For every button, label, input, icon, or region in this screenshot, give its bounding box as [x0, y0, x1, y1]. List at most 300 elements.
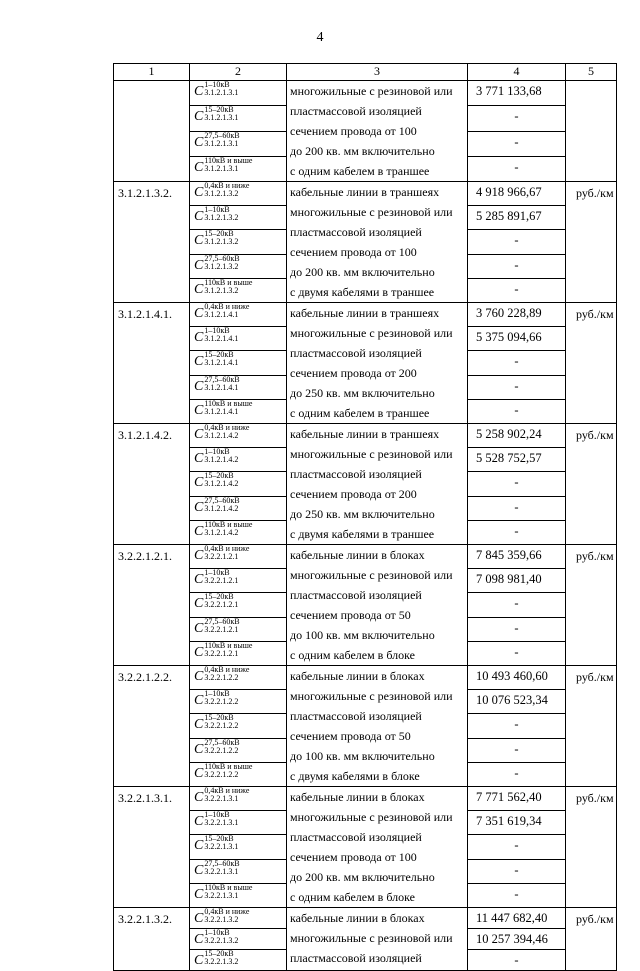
item-number: 3.1.2.1.3.2. [114, 182, 190, 303]
rate-value: - [468, 351, 566, 375]
description-line: сечением провода от 50 [290, 729, 411, 743]
voltage-class: 27,5–60кВ [204, 858, 240, 868]
rate-indices [204, 811, 238, 827]
description-line: до 200 кв. мм включительно [290, 144, 435, 158]
rate-symbol: C [194, 159, 204, 175]
rate-code [190, 106, 287, 131]
rate-value: - [468, 156, 566, 181]
voltage-class: 27,5–60кВ [204, 253, 240, 263]
description-line: многожильные с резиновой или [290, 810, 453, 824]
rate-value: - [468, 883, 566, 907]
voltage-class: 0,4кВ и ниже [204, 423, 250, 432]
rate-index: 3.2.2.1.2.1 [204, 552, 239, 561]
rate-symbol: C [194, 953, 204, 968]
voltage-class: 0,4кВ и ниже [204, 544, 250, 553]
rate-index: 3.2.2.1.3.1 [204, 866, 239, 876]
description-line: сечением провода от 100 [290, 245, 417, 259]
voltage-class: 1–10кВ [204, 80, 230, 89]
header-cell: 2 [190, 64, 287, 81]
rate-indices [204, 255, 239, 271]
rate-indices [204, 787, 249, 803]
item-number: 3.2.2.1.2.1. [114, 545, 190, 666]
voltage-class: 110кВ и выше [204, 640, 253, 650]
rate-indices [204, 860, 239, 876]
table-row [114, 787, 617, 811]
rate-indices [204, 835, 238, 851]
rate-symbol: C [194, 669, 204, 684]
rate-code [190, 156, 287, 181]
rate-indices [204, 351, 238, 367]
description-line: до 100 кв. мм включительно [290, 628, 435, 642]
voltage-class: 1–10кВ [204, 447, 230, 457]
description-line: пластмассовой изоляцией [290, 709, 422, 723]
rate-indices [204, 448, 238, 464]
rate-symbol: C [194, 185, 204, 200]
rate-symbol: C [194, 330, 204, 346]
unit [566, 81, 617, 182]
unit: руб./км [566, 182, 617, 303]
rate-index: 3.2.2.1.2.2 [204, 721, 239, 731]
rate-symbol: C [194, 306, 204, 321]
rate-value: - [468, 738, 566, 762]
voltage-class: 15–20кВ [204, 471, 234, 481]
rate-index: 3.1.2.1.3.2 [204, 213, 239, 223]
rate-indices [204, 279, 252, 295]
rate-value: 5 258 902,24 [468, 424, 566, 448]
rate-value: 7 845 359,66 [468, 545, 566, 569]
voltage-class: 27,5–60кВ [204, 737, 240, 747]
voltage-class: 110кВ и выше [204, 277, 253, 287]
header-cell: 1 [114, 64, 190, 81]
rate-code [190, 617, 287, 641]
rate-code [190, 545, 287, 569]
rate-value: 5 375 094,66 [468, 327, 566, 351]
table-row [114, 81, 617, 106]
voltage-class: 0,4кВ и ниже [204, 665, 250, 674]
rate-index: 3.2.2.1.3.2 [204, 957, 239, 966]
rate-symbol: C [194, 862, 204, 878]
rate-symbol: C [194, 572, 204, 588]
rate-code [190, 929, 287, 950]
rate-value: - [468, 762, 566, 786]
description-line: до 200 кв. мм включительно [290, 870, 435, 884]
description [287, 545, 468, 666]
item-number [114, 81, 190, 182]
rate-code [190, 206, 287, 230]
description-line: до 200 кв. мм включительно [290, 265, 435, 279]
rate-value: - [468, 106, 566, 131]
rate-code [190, 666, 287, 690]
table-body [114, 81, 617, 971]
description [287, 182, 468, 303]
rate-indices [204, 593, 238, 609]
rate-index: 3.1.2.1.4.1 [204, 358, 239, 368]
voltage-class: 15–20кВ [204, 713, 234, 723]
voltage-class: 27,5–60кВ [204, 130, 240, 140]
rate-indices [204, 182, 249, 198]
rate-indices [204, 132, 239, 148]
description-line: кабельные линии в блоках [290, 790, 425, 804]
rate-code [190, 738, 287, 762]
rate-symbol: C [194, 932, 204, 947]
description-line: сечением провода от 100 [290, 850, 417, 864]
rate-symbol: C [194, 134, 204, 150]
rate-code [190, 883, 287, 907]
rate-indices [204, 303, 249, 319]
voltage-class: 15–20кВ [204, 105, 234, 115]
rate-value: 5 285 891,67 [468, 206, 566, 230]
page-number: 4 [316, 30, 324, 45]
voltage-class: 27,5–60кВ [204, 374, 240, 384]
rate-value: 7 098 981,40 [468, 569, 566, 593]
rate-code [190, 811, 287, 835]
rate-symbol: C [194, 451, 204, 467]
table-header-row [114, 64, 617, 81]
rate-indices [204, 157, 252, 173]
table-row [114, 182, 617, 206]
rate-value: - [468, 520, 566, 544]
rate-index: 3.2.2.1.2.1 [204, 624, 239, 634]
rate-code [190, 399, 287, 423]
rate-code [190, 641, 287, 665]
rate-indices [204, 400, 252, 416]
rate-value: - [468, 472, 566, 496]
rate-code [190, 230, 287, 254]
rate-indices [204, 908, 249, 924]
rate-index: 3.1.2.1.3.2 [204, 285, 239, 295]
rate-symbol: C [194, 693, 204, 709]
rate-code [190, 424, 287, 448]
rate-index: 3.2.2.1.2.2 [204, 697, 239, 707]
header-cell: 4 [468, 64, 566, 81]
rate-value: 3 760 228,89 [468, 303, 566, 327]
rate-code [190, 787, 287, 811]
rate-value: - [468, 714, 566, 738]
description-line: пластмассовой изоляцией [290, 104, 422, 118]
rate-index: 3.1.2.1.4.1 [204, 310, 239, 319]
rate-index: 3.1.2.1.4.2 [204, 503, 239, 513]
description-line: многожильные с резиновой или [290, 326, 453, 340]
rate-value: 10 493 460,60 [468, 666, 566, 690]
description-line: пластмассовой изоляцией [290, 225, 422, 239]
rate-code [190, 908, 287, 929]
rate-indices [204, 929, 238, 945]
rate-indices [204, 521, 252, 537]
rate-code [190, 496, 287, 520]
rate-index: 3.1.2.1.4.2 [204, 455, 239, 465]
description-line: многожильные с резиновой или [290, 205, 453, 219]
rate-indices [204, 642, 252, 658]
rate-value: - [468, 593, 566, 617]
description [287, 787, 468, 908]
description-line: до 250 кв. мм включительно [290, 507, 435, 521]
rate-code [190, 520, 287, 544]
description-line: пластмассовой изоляцией [290, 346, 422, 360]
voltage-class: 1–10кВ [204, 689, 230, 699]
rate-index: 3.1.2.1.3.1 [204, 113, 239, 123]
rate-value: 4 918 966,67 [468, 182, 566, 206]
rate-index: 3.1.2.1.3.1 [204, 138, 239, 148]
description-line: с одним кабелем в блоке [290, 890, 415, 904]
description-line: с двумя кабелями в траншее [290, 285, 435, 299]
description-line: с двумя кабелями в блоке [290, 769, 420, 783]
rate-indices [204, 472, 238, 488]
unit: руб./км [566, 424, 617, 545]
voltage-class: 110кВ и выше [204, 519, 253, 529]
description-line: сечением провода от 100 [290, 124, 417, 138]
rate-index: 3.2.2.1.2.1 [204, 648, 239, 658]
rate-code [190, 278, 287, 302]
rate-code [190, 569, 287, 593]
rate-value: - [468, 496, 566, 520]
item-number: 3.1.2.1.4.1. [114, 303, 190, 424]
rate-index: 3.1.2.1.3.2 [204, 261, 239, 271]
item-number: 3.2.2.1.3.1. [114, 787, 190, 908]
rate-value: 7 771 562,40 [468, 787, 566, 811]
description-line: до 100 кв. мм включительно [290, 749, 435, 763]
rate-value: - [468, 399, 566, 423]
rate-symbol: C [194, 765, 204, 781]
rate-symbol: C [194, 402, 204, 418]
description-line: кабельные линии в блоках [290, 548, 425, 562]
description-line: пластмассовой изоляцией [290, 830, 422, 844]
description-line: пластмассовой изоляцией [290, 951, 422, 965]
rate-index: 3.1.2.1.3.2 [204, 237, 239, 247]
voltage-class: 110кВ и выше [204, 398, 253, 408]
rate-symbol: C [194, 717, 204, 733]
header-cell: 5 [566, 64, 617, 81]
description-line: кабельные линии в траншеях [290, 427, 440, 441]
rate-code [190, 835, 287, 859]
description-line: многожильные с резиновой или [290, 447, 453, 461]
description [287, 81, 468, 182]
unit: руб./км [566, 908, 617, 971]
voltage-class: 1–10кВ [204, 810, 230, 820]
rate-symbol: C [194, 596, 204, 612]
description-line: кабельные линии в блоках [290, 911, 425, 925]
unit: руб./км [566, 545, 617, 666]
description-line: многожильные с резиновой или [290, 689, 453, 703]
rate-index: 3.1.2.1.4.1 [204, 334, 239, 344]
description-line: с одним кабелем в траншее [290, 164, 430, 178]
description [287, 424, 468, 545]
description-line: сечением провода от 50 [290, 608, 411, 622]
rate-symbol: C [194, 886, 204, 902]
rate-indices [204, 714, 238, 730]
rate-indices [204, 690, 238, 706]
voltage-class: 1–10кВ [204, 568, 230, 578]
table-row [114, 545, 617, 569]
rate-index: 3.2.2.1.3.1 [204, 842, 239, 852]
tariff-table [113, 63, 617, 971]
voltage-class: 1–10кВ [204, 205, 230, 215]
voltage-class: 15–20кВ [204, 350, 234, 360]
table-row [114, 424, 617, 448]
rate-index: 3.1.2.1.4.2 [204, 479, 239, 489]
rate-symbol: C [194, 378, 204, 394]
rate-indices [204, 81, 238, 97]
rate-code [190, 303, 287, 327]
rate-indices [204, 739, 239, 755]
description-line: кабельные линии в траншеях [290, 306, 440, 320]
rate-symbol: C [194, 209, 204, 225]
rate-indices [204, 950, 238, 966]
voltage-class: 27,5–60кВ [204, 616, 240, 626]
rate-code [190, 714, 287, 738]
rate-indices [204, 376, 239, 392]
rate-code [190, 690, 287, 714]
rate-code [190, 448, 287, 472]
rate-value: - [468, 230, 566, 254]
rate-value: - [468, 641, 566, 665]
rate-symbol: C [194, 233, 204, 249]
rate-symbol: C [194, 109, 204, 125]
rate-value: - [468, 278, 566, 302]
header-cell: 3 [287, 64, 468, 81]
rate-symbol: C [194, 523, 204, 539]
rate-indices [204, 884, 252, 900]
rate-indices [204, 545, 249, 561]
description-line: кабельные линии в блоках [290, 669, 425, 683]
description-line: сечением провода от 200 [290, 487, 417, 501]
rate-symbol: C [194, 838, 204, 854]
rate-index: 3.1.2.1.3.1 [204, 163, 239, 173]
rate-indices [204, 666, 249, 682]
unit: руб./км [566, 666, 617, 787]
description-line: многожильные с резиновой или [290, 84, 453, 98]
rate-index: 3.2.2.1.3.2 [204, 915, 239, 924]
unit: руб./км [566, 303, 617, 424]
voltage-class: 0,4кВ и ниже [204, 786, 250, 795]
rate-symbol: C [194, 548, 204, 563]
rate-indices [204, 569, 238, 585]
rate-value: - [468, 617, 566, 641]
unit: руб./км [566, 787, 617, 908]
rate-symbol: C [194, 475, 204, 491]
description-line: с одним кабелем в блоке [290, 648, 415, 662]
rate-symbol: C [194, 281, 204, 297]
voltage-class: 15–20кВ [204, 229, 234, 239]
rate-code [190, 254, 287, 278]
voltage-class: 27,5–60кВ [204, 495, 240, 505]
rate-index: 3.2.2.1.2.2 [204, 769, 239, 779]
rate-index: 3.2.2.1.2.2 [204, 673, 239, 682]
rate-symbol: C [194, 814, 204, 830]
rate-index: 3.2.2.1.2.1 [204, 576, 239, 586]
rate-value: 10 076 523,34 [468, 690, 566, 714]
rate-value: - [468, 859, 566, 883]
voltage-class: 1–10кВ [204, 928, 230, 937]
description-line: до 250 кв. мм включительно [290, 386, 435, 400]
rate-indices [204, 230, 238, 246]
rate-value: - [468, 254, 566, 278]
voltage-class: 15–20кВ [204, 834, 234, 844]
rate-value: - [468, 131, 566, 156]
voltage-class: 0,4кВ и ниже [204, 302, 250, 311]
rate-symbol: C [194, 644, 204, 660]
rate-symbol: C [194, 499, 204, 515]
voltage-class: 0,4кВ и ниже [204, 181, 250, 190]
rate-index: 3.1.2.1.4.2 [204, 431, 239, 440]
rate-indices [204, 763, 252, 779]
rate-code [190, 593, 287, 617]
rate-symbol: C [194, 620, 204, 636]
rate-value: 5 528 752,57 [468, 448, 566, 472]
description-line: пластмассовой изоляцией [290, 588, 422, 602]
voltage-class: 110кВ и выше [204, 155, 253, 165]
description-line: с одним кабелем в траншее [290, 406, 430, 420]
item-number: 3.1.2.1.4.2. [114, 424, 190, 545]
rate-index: 3.2.2.1.3.1 [204, 890, 239, 900]
table-row [114, 303, 617, 327]
rate-index: 3.1.2.1.4.2 [204, 527, 239, 537]
rate-symbol: C [194, 741, 204, 757]
rate-code [190, 327, 287, 351]
rate-value: 10 257 394,46 [468, 929, 566, 950]
rate-value: 7 351 619,34 [468, 811, 566, 835]
rate-symbol: C [194, 84, 204, 99]
rate-index: 3.2.2.1.2.2 [204, 745, 239, 755]
rate-code [190, 182, 287, 206]
description [287, 666, 468, 787]
rate-indices [204, 106, 238, 122]
item-number: 3.2.2.1.3.2. [114, 908, 190, 971]
voltage-class: 1–10кВ [204, 326, 230, 336]
voltage-class: 110кВ и выше [204, 761, 253, 771]
rate-index: 3.2.2.1.3.1 [204, 794, 239, 803]
rate-symbol: C [194, 911, 204, 926]
description-line: пластмассовой изоляцией [290, 467, 422, 481]
rate-value: 3 771 133,68 [468, 81, 566, 106]
rate-index: 3.1.2.1.4.1 [204, 406, 239, 416]
item-number: 3.2.2.1.2.2. [114, 666, 190, 787]
rate-code [190, 472, 287, 496]
rate-index: 3.1.2.1.3.2 [204, 189, 239, 198]
description [287, 908, 468, 971]
rate-code [190, 375, 287, 399]
rate-code [190, 351, 287, 375]
rate-value: - [468, 835, 566, 859]
table-row [114, 666, 617, 690]
rate-index: 3.2.2.1.2.1 [204, 600, 239, 610]
rate-symbol: C [194, 790, 204, 805]
rate-index: 3.2.2.1.3.1 [204, 818, 239, 828]
rate-code [190, 762, 287, 786]
description [287, 303, 468, 424]
rate-index: 3.2.2.1.3.2 [204, 936, 239, 945]
rate-indices [204, 327, 238, 343]
rate-symbol: C [194, 427, 204, 442]
rate-value: - [468, 950, 566, 971]
voltage-class: 0,4кВ и ниже [204, 907, 250, 916]
description-line: многожильные с резиновой или [290, 931, 453, 945]
rate-indices [204, 497, 239, 513]
description-line: сечением провода от 200 [290, 366, 417, 380]
rate-code [190, 131, 287, 156]
rate-index: 3.1.2.1.3.1 [204, 88, 239, 97]
voltage-class: 15–20кВ [204, 949, 234, 958]
rate-index: 3.1.2.1.4.1 [204, 382, 239, 392]
rate-symbol: C [194, 354, 204, 370]
table-row [114, 908, 617, 929]
rate-value: 11 447 682,40 [468, 908, 566, 929]
voltage-class: 15–20кВ [204, 592, 234, 602]
description-line: с двумя кабелями в траншее [290, 527, 435, 541]
rate-indices [204, 206, 238, 222]
rate-symbol: C [194, 257, 204, 273]
rate-indices [204, 424, 249, 440]
description-line: кабельные линии в траншеях [290, 185, 440, 199]
